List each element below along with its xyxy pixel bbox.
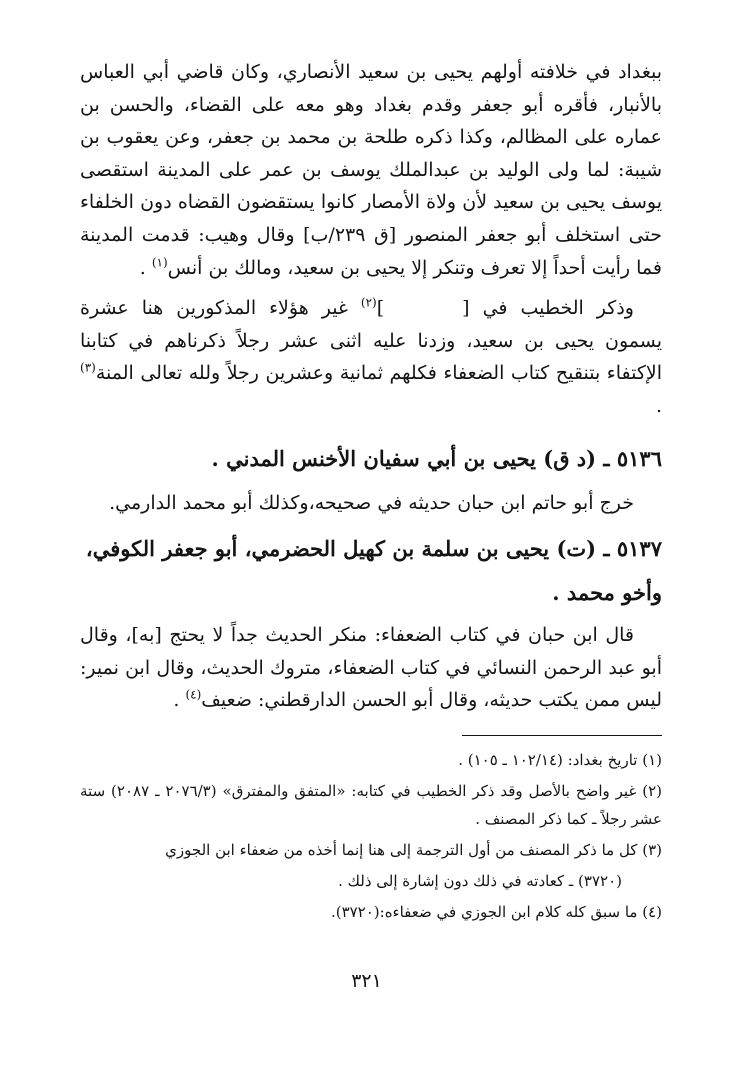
footnote-separator xyxy=(462,735,662,736)
footnote-3-continuation: (٣٧٢٠) ـ كعادته في ذلك دون إشارة إلى ذلك . xyxy=(338,871,622,890)
book-page xyxy=(80,56,662,929)
paragraph-2-end: . xyxy=(655,394,662,417)
page-number: ٣٢١ xyxy=(351,970,382,992)
body-paragraph-4 xyxy=(80,619,662,717)
footnote-ref-3: (٣) xyxy=(80,361,96,376)
entry-heading-5136: ٥١٣٦ ـ (د ق) يحيى بن أبي سفيان الأخنس المدني . xyxy=(211,445,662,471)
body-paragraph-2 xyxy=(80,292,662,422)
paragraph-4-text: قال ابن حبان في كتاب الضعفاء: منكر الحديث جداً لا يحتج [به]، وقال أبو عبد الرحمن النسائي في كتاب الضعفاء، متروك الحديث، وقال ابن نمير: ليس ممن يكتب حديثه، وقال أبو الحسن الدارقطني: ضعيف xyxy=(80,624,662,712)
footnote-3: (٣) كل ما ذكر المصنف من أول الترجمة إلى هنا إنما أخذه من ضعفاء ابن الجوزي xyxy=(165,840,662,859)
footnote-ref-1: (١) xyxy=(151,255,168,270)
footnotes xyxy=(80,746,662,926)
footnote-2: (٢) غير واضح بالأصل وقد ذكر الخطيب في كتابه: «المتفق والمفترق» (٢٠٧٦/٣ ـ ٢٠٨٧) ستة عشر رجلاً ـ كما ذكر المصنف . xyxy=(80,781,662,828)
body-paragraph-3: خرج أبو حاتم ابن حبان حديثه في صحيحه،وكذلك أبو محمد الدارمي. xyxy=(109,491,634,514)
body-paragraph-1 xyxy=(80,56,662,284)
entry-heading-5137: ٥١٣٧ ـ (ت) يحيى بن سلمة بن كهيل الحضرمي، أبو جعفر الكوفي، وأخو محمد . xyxy=(85,536,662,606)
footnote-ref-2: (٢) xyxy=(360,295,377,310)
paragraph-4-end: . xyxy=(173,689,186,712)
footnote-1: (١) تاريخ بغداد: (١٠٢/١٤ ـ ١٠٥) . xyxy=(458,750,662,769)
paragraph-2-bracket: ] xyxy=(376,297,385,320)
footnote-4: (٤) ما سبق كله كلام ابن الجوزي في ضعفاءه:(٣٧٢٠). xyxy=(330,902,662,921)
paragraph-1-text: ببغداد في خلافته أولهم يحيى بن سعيد الأنصاري، وكان قاضي أبي العباس بالأنبار، فأقره أبو جعفر وقدم بغداد وهو معه على القضاء، والحسن بن عماره على المظالم، وكذا ذكره طلحة بن محمد بن جعفر، وعن يعقوب بن شيبة: لما ولى الوليد بن عبدالملك يوسف بن عمر على المدينة استقصى يوسف يحيى بن سعيد لأن ولاة الأمصار كانوا يستقضون القضاه دون الخلفاء حتى استخلف أبو جعفر المنصور [ق ٢٣٩/ب] وقال وهيب: قدمت المدينة فما رأيت أحداً إلا تعرف وتنكر إلا يحيى بن سعيد، ومالك بن أنس xyxy=(80,61,662,279)
paragraph-2-start: وذكر الخطيب في [ xyxy=(462,297,634,320)
paragraph-1-end: . xyxy=(139,256,152,279)
footnote-ref-4: (٤) xyxy=(185,687,202,702)
paragraph-2-rest: غير هؤلاء المذكورين هنا عشرة يسمون يحيى بن سعيد، وزدنا عليه اثنى عشر رجلاً ذكرناهم في كتابنا الإكتفاء بتنقيح كتاب الضعفاء فكلهم ثمانية وعشرين رجلاً ولله تعالى المنة xyxy=(80,297,662,385)
